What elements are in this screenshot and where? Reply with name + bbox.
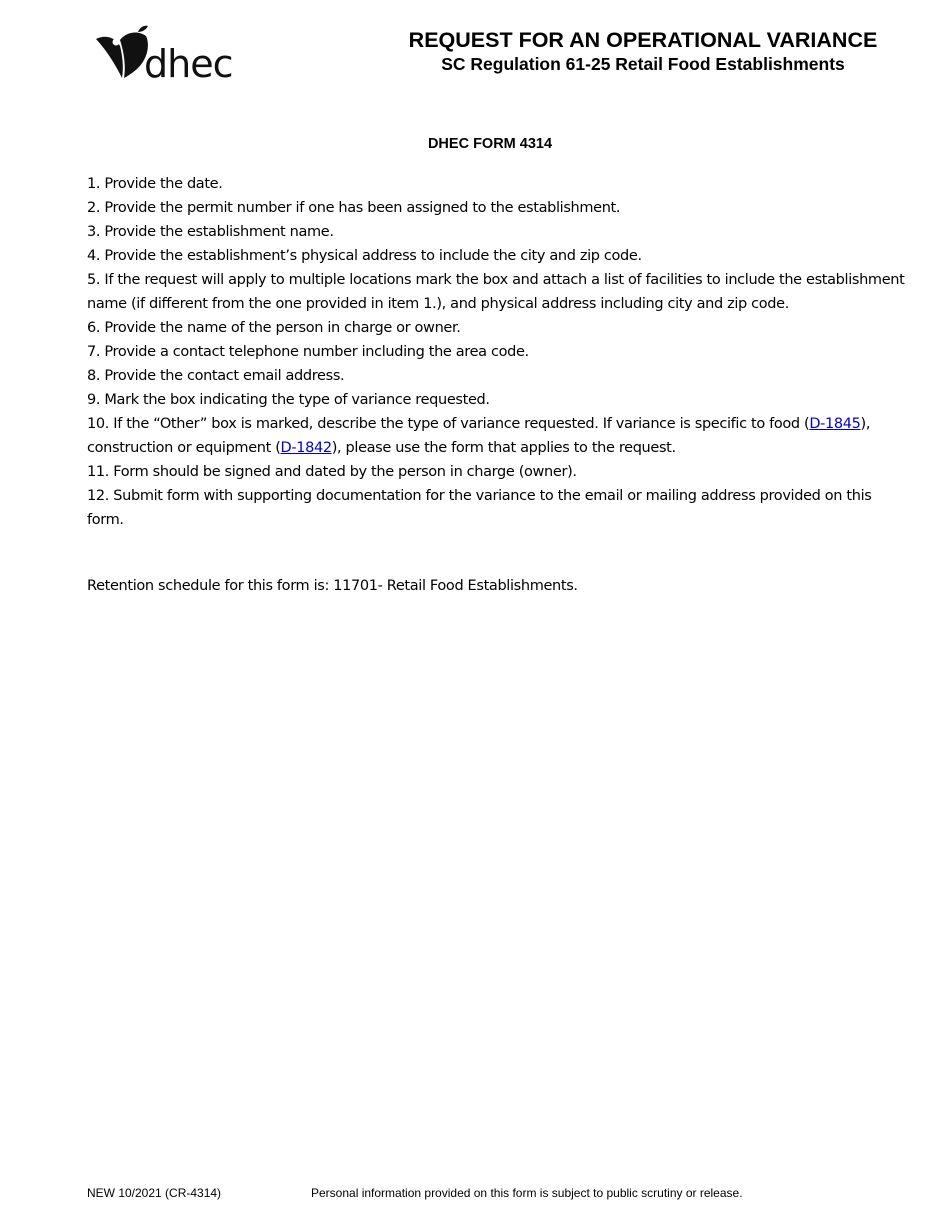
instruction-item: 9. Mark the box indicating the type of variance requested. [87,392,490,408]
instruction-item: 1. Provide the date. [87,176,223,192]
instructions-list [87,172,907,532]
form-title: REQUEST FOR AN OPERATIONAL VARIANCE [408,28,878,52]
item10-text-3: ), please use the form that applies to the request. [331,440,676,456]
form-number: DHEC FORM 4314 [427,136,553,152]
instruction-item: 3. Provide the establishment name. [87,224,334,240]
instruction-item: 12. Submit form with supporting documentation for the variance to the email or mailing address provided on this form. [87,488,872,528]
item10-text-2: ), construction or equipment ( [87,416,871,456]
form-header [300,27,950,75]
instruction-item-10 [87,412,907,460]
dhec-logo [94,24,239,84]
instruction-item: 6. Provide the name of the person in charge or owner. [87,320,461,336]
form-subtitle: SC Regulation 61-25 Retail Food Establishments [441,54,845,74]
footer-revision: NEW 10/2021 (CR-4314) [87,1186,222,1200]
food-variance-form-link[interactable]: D-1845 [809,416,861,432]
construction-variance-form-link[interactable]: D-1842 [280,440,332,456]
instruction-item: 2. Provide the permit number if one has been assigned to the establishment. [87,200,621,216]
instruction-item: 5. If the request will apply to multiple locations mark the box and attach a list of facilities to include the establishment name (if different from the one provided in item 1.), and physical address including city and zip code. [87,272,905,312]
logo-text: dhec [144,42,233,84]
instruction-item: 11. Form should be signed and dated by the person in charge (owner). [87,464,577,480]
footer-privacy-notice: Personal information provided on this form is subject to public scrutiny or release. [311,1186,743,1200]
instruction-item: 7. Provide a contact telephone number including the area code. [87,344,529,360]
retention-schedule: Retention schedule for this form is: 11701- Retail Food Establishments. [87,578,578,594]
instruction-item: 8. Provide the contact email address. [87,368,345,384]
item10-text-1: 10. If the “Other” box is marked, describe the type of variance requested. If variance is specific to food ( [87,416,810,432]
instruction-item: 4. Provide the establishment’s physical address to include the city and zip code. [87,248,642,264]
